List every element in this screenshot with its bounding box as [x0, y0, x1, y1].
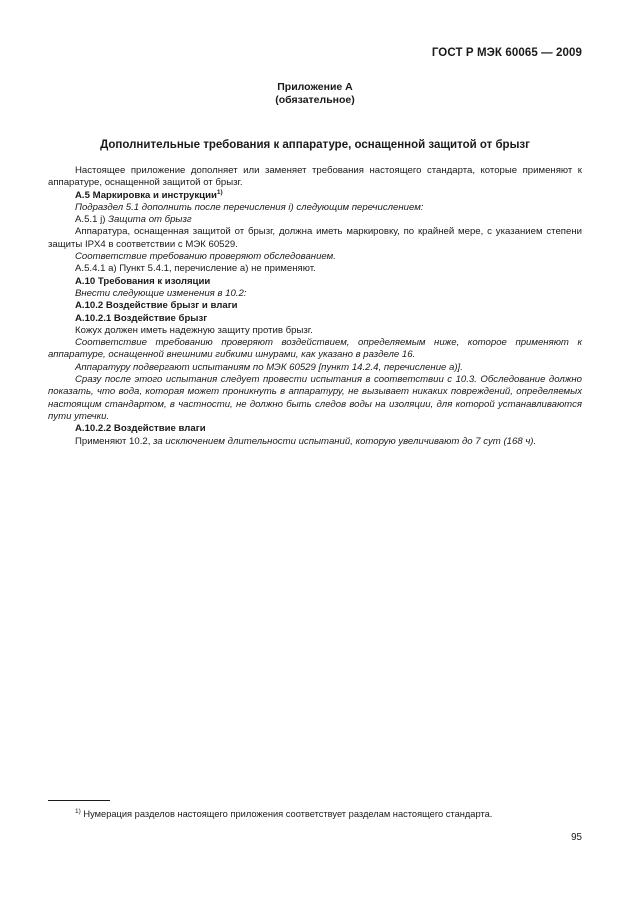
- footnote-marker: 1): [75, 808, 81, 815]
- a5-instruction: Подраздел 5.1 дополнить после перечисления i) следующим перечислением:: [75, 201, 424, 213]
- annex-header: [0, 81, 630, 107]
- section-a10-heading: А.10 Требования к изоляции: [75, 275, 211, 287]
- a51j-number: А.5.1 j): [75, 214, 106, 226]
- a51j-check: Соответствие требованию проверяют обследованием.: [75, 251, 336, 263]
- annex-title: Приложение А: [277, 81, 353, 93]
- annex-body: [48, 165, 582, 448]
- a541-text: А.5.4.1 а) Пункт 5.4.1, перечисление а) не применяют.: [75, 263, 316, 275]
- page-number: 95: [571, 832, 582, 843]
- annex-status: (обязательное): [275, 94, 355, 106]
- a1021-test: Аппаратуру подвергают испытаниям по МЭК 60529 [пункт 14.2.4, перечисление а)].: [75, 361, 463, 373]
- annex-heading: Дополнительные требования к аппаратуре, оснащенной защитой от брызг: [100, 139, 530, 151]
- section-a1022-heading: А.10.2.2 Воздействие влаги: [75, 423, 206, 435]
- a51j-title: Защита от брызг: [108, 214, 192, 226]
- a1021-after: Сразу после этого испытания следует провести испытания в соответствии с 10.3. Обследование должно показать, что вода, которая может проникнуть в аппаратуру, не вызывает никаких повреждений, определяемых настоящим стандартом, в частности, не должно быть следов воды на изоляции, для которой устанавливаются пути утечки.: [48, 374, 582, 422]
- footnote-ref: 1): [216, 188, 223, 196]
- a1022-text-plain: Применяют 10.2,: [75, 435, 151, 447]
- a51j-text: Аппаратура, оснащенная защитой от брызг, должна иметь маркировку, по крайней мере, с указанием степени защиты IPX4 в соответствии с МЭК 60529.: [48, 226, 582, 250]
- a1021-check: Соответствие требованию проверяют воздействием, определяемым ниже, которое применяют к аппаратуре, оснащенной внешними гибкими шнурами, как указано в разделе 16.: [48, 337, 582, 361]
- standard-designation: ГОСТ Р МЭК 60065 — 2009: [431, 47, 582, 59]
- a1022-text-italic: за исключением длительности испытаний, которую увеличивают до 7 сут (168 ч).: [153, 435, 537, 447]
- section-a102-heading: А.10.2 Воздействие брызг и влаги: [75, 300, 238, 312]
- a51j-heading: [48, 214, 582, 226]
- section-a5-heading: [48, 190, 582, 202]
- intro-paragraph: Настоящее приложение дополняет или заменяет требования настоящего стандарта, которые применяют к аппаратуре, оснащенной защитой от брызг.: [48, 165, 582, 189]
- footnote: [75, 808, 585, 820]
- a1022-text: [48, 436, 582, 448]
- footnote-text: Нумерация разделов настоящего приложения соответствует разделам настоящего стандарта.: [83, 809, 493, 819]
- a10-instruction: Внести следующие изменения в 10.2:: [75, 287, 247, 299]
- a1021-text: Кожух должен иметь надежную защиту против брызг.: [75, 324, 313, 336]
- section-a5-title: А.5 Маркировка и инструкции: [75, 189, 217, 201]
- footnote-divider: [48, 800, 110, 801]
- section-a1021-heading: А.10.2.1 Воздействие брызг: [75, 312, 208, 324]
